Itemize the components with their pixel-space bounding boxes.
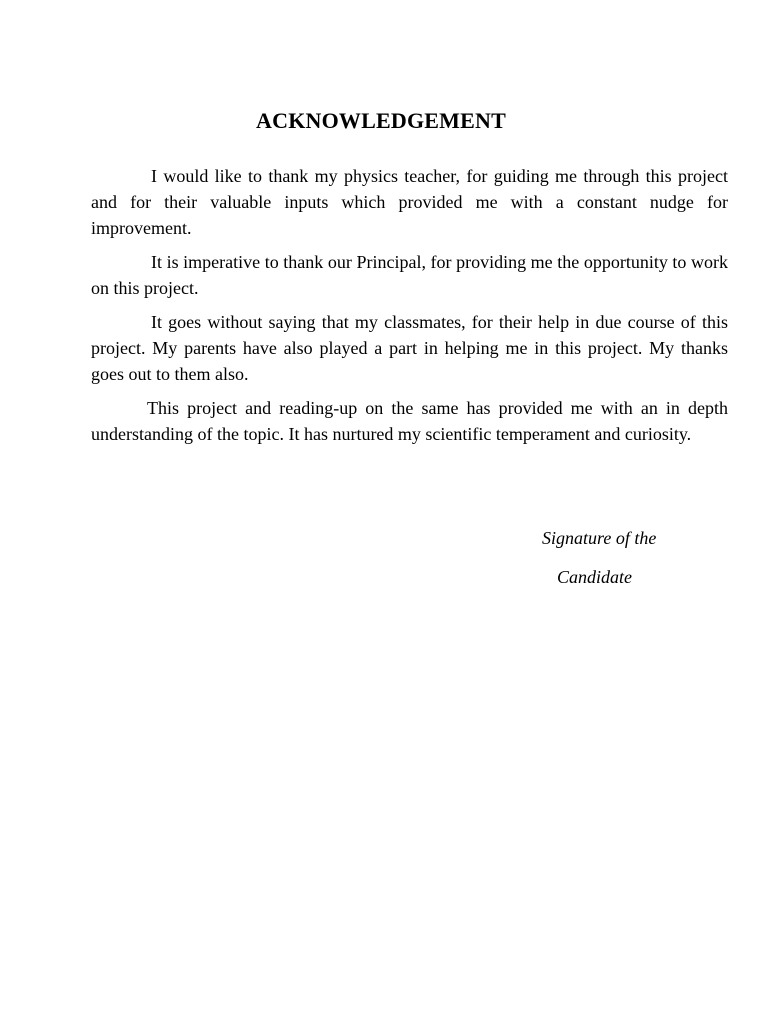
signature-line-2: Candidate <box>557 567 632 587</box>
paragraph-understanding: This project and reading-up on the same has provided me with an in depth understanding of the topic. It has nurtured my scientific temperament and curiosity. <box>91 398 728 444</box>
paragraph-teacher: I would like to thank my physics teacher, for guiding me through this project and for their valuable inputs which provided me with a constant nudge for improvement. <box>91 166 728 238</box>
acknowledgement-body <box>91 163 728 455</box>
signature-block <box>542 519 656 597</box>
signature-line-1: Signature of the <box>542 528 657 548</box>
page-title: ACKNOWLEDGEMENT <box>256 108 506 133</box>
paragraph-principal: It is imperative to thank our Principal, for providing me the opportunity to work on this project. <box>91 252 728 298</box>
paragraph-classmates-parents: It goes without saying that my classmates, for their help in due course of this project. My parents have also played a part in helping me in this project. My thanks goes out to them also. <box>91 312 728 384</box>
